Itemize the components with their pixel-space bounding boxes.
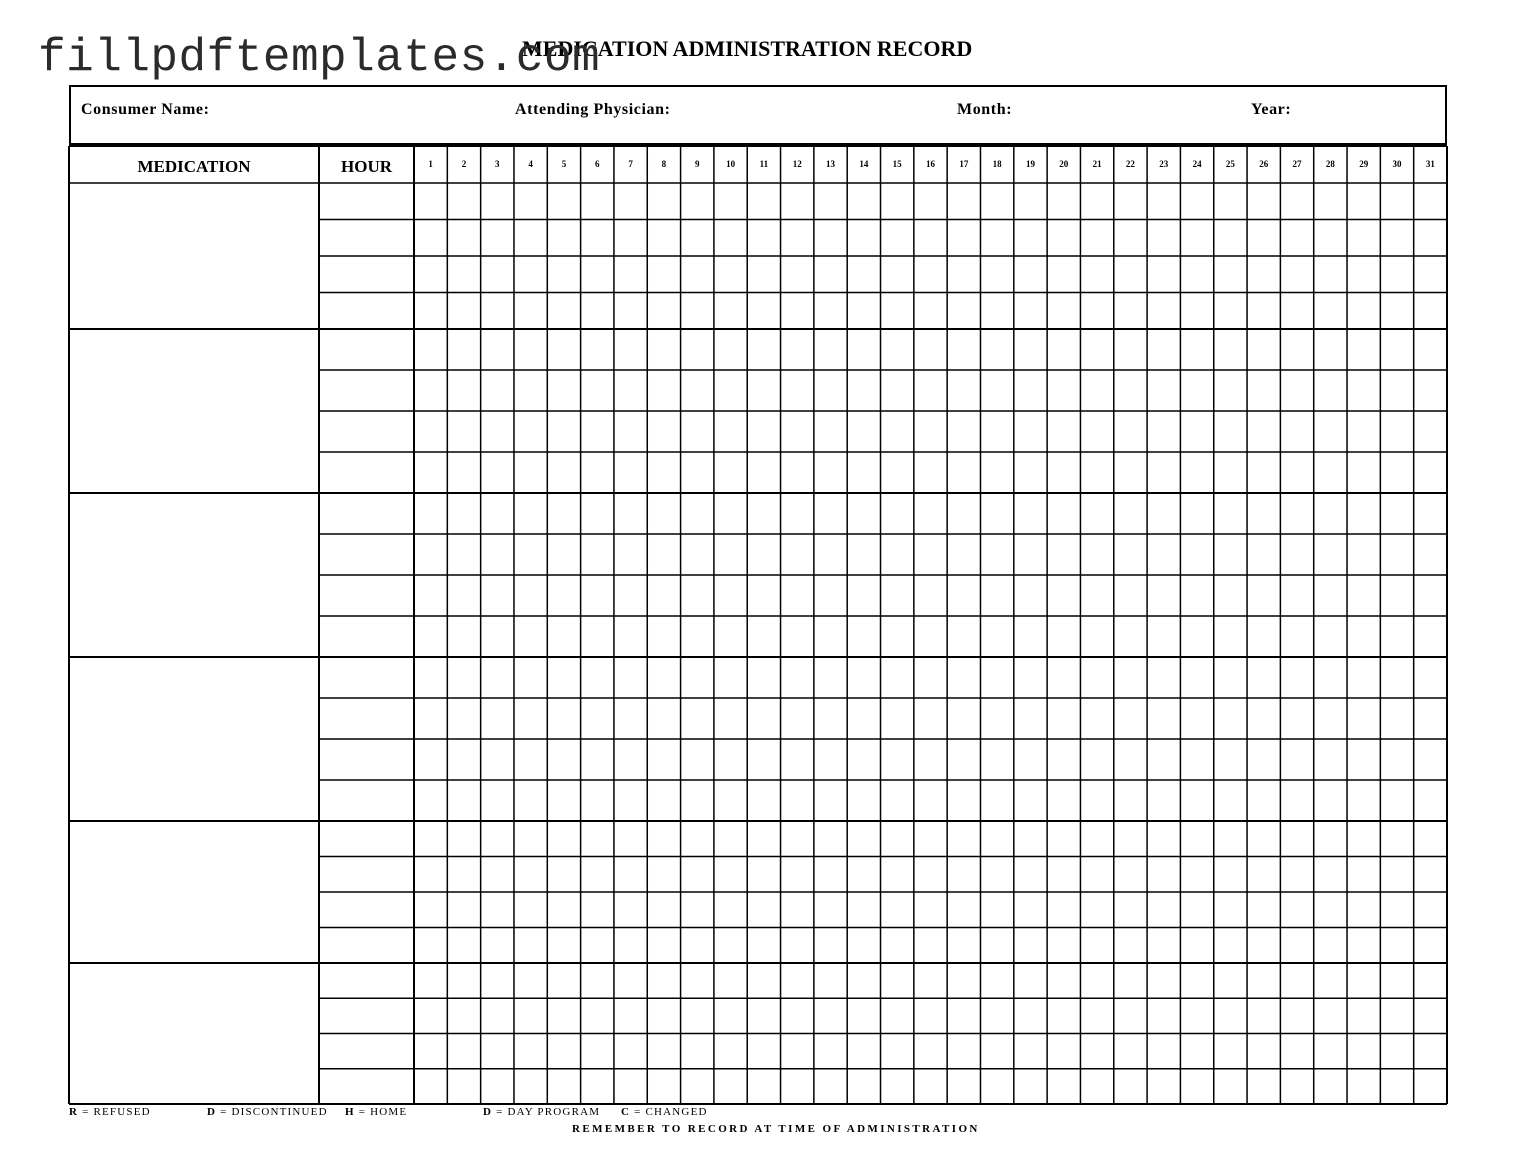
day-column-header: 15 — [892, 159, 902, 169]
day-column-header: 11 — [759, 159, 769, 169]
legend-text: = REFUSED — [82, 1106, 151, 1118]
day-column-header: 17 — [959, 159, 969, 169]
day-column-header: 30 — [1392, 159, 1402, 169]
day-column-header: 25 — [1225, 159, 1235, 169]
day-column-header: 10 — [726, 159, 736, 169]
legend-text: = DAY PROGRAM — [496, 1106, 601, 1118]
legend-item-discontinued — [207, 1106, 328, 1118]
legend-item-home — [345, 1106, 407, 1118]
day-column-header: 22 — [1125, 159, 1135, 169]
day-column-header: 4 — [528, 159, 533, 169]
medication-column-header: MEDICATION — [137, 157, 251, 176]
year-label: Year: — [1251, 101, 1292, 118]
page-title: MEDICATION ADMINISTRATION RECORD — [522, 36, 973, 61]
reminder-text: REMEMBER TO RECORD AT TIME OF ADMINISTRATION — [572, 1123, 980, 1135]
month-label: Month: — [957, 101, 1013, 118]
day-column-header: 14 — [859, 159, 869, 169]
legend-item-changed — [621, 1106, 708, 1118]
day-column-header: 21 — [1092, 159, 1102, 169]
day-column-header: 20 — [1059, 159, 1069, 169]
legend-text: = CHANGED — [634, 1106, 708, 1118]
day-column-header: 28 — [1325, 159, 1335, 169]
watermark: fillpdftemplates.com — [38, 32, 601, 84]
legend-item-refused — [69, 1106, 151, 1118]
legend-code: C — [621, 1106, 631, 1118]
day-column-header: 24 — [1192, 159, 1202, 169]
day-column-header: 13 — [826, 159, 836, 169]
day-column-header: 19 — [1025, 159, 1035, 169]
attending-physician-label: Attending Physician: — [515, 101, 671, 118]
day-column-header: 23 — [1159, 159, 1169, 169]
legend-text: = DISCONTINUED — [220, 1106, 328, 1118]
day-column-header: 2 — [461, 159, 467, 169]
day-column-header: 7 — [628, 159, 633, 169]
day-column-header: 5 — [561, 159, 567, 169]
day-column-header: 12 — [792, 159, 802, 169]
legend-code: D — [483, 1106, 493, 1118]
day-column-header: 6 — [595, 159, 600, 169]
legend-code: H — [345, 1106, 355, 1118]
day-column-header: 3 — [495, 159, 500, 169]
day-column-header: 29 — [1359, 159, 1369, 169]
legend-code: D — [207, 1106, 217, 1118]
day-column-header: 9 — [694, 159, 700, 169]
day-column-header: 18 — [992, 159, 1002, 169]
hour-column-header: HOUR — [341, 157, 392, 176]
day-column-header: 27 — [1292, 159, 1302, 169]
consumer-name-label: Consumer Name: — [81, 101, 210, 118]
day-column-header: 16 — [926, 159, 935, 169]
legend-code: R — [69, 1106, 79, 1118]
day-column-header: 26 — [1259, 159, 1269, 169]
legend-text: = HOME — [358, 1106, 408, 1118]
day-column-header: 31 — [1425, 159, 1435, 169]
legend-item-day-program — [483, 1106, 600, 1118]
day-column-header: 1 — [428, 159, 433, 169]
day-column-header: 8 — [661, 159, 667, 169]
